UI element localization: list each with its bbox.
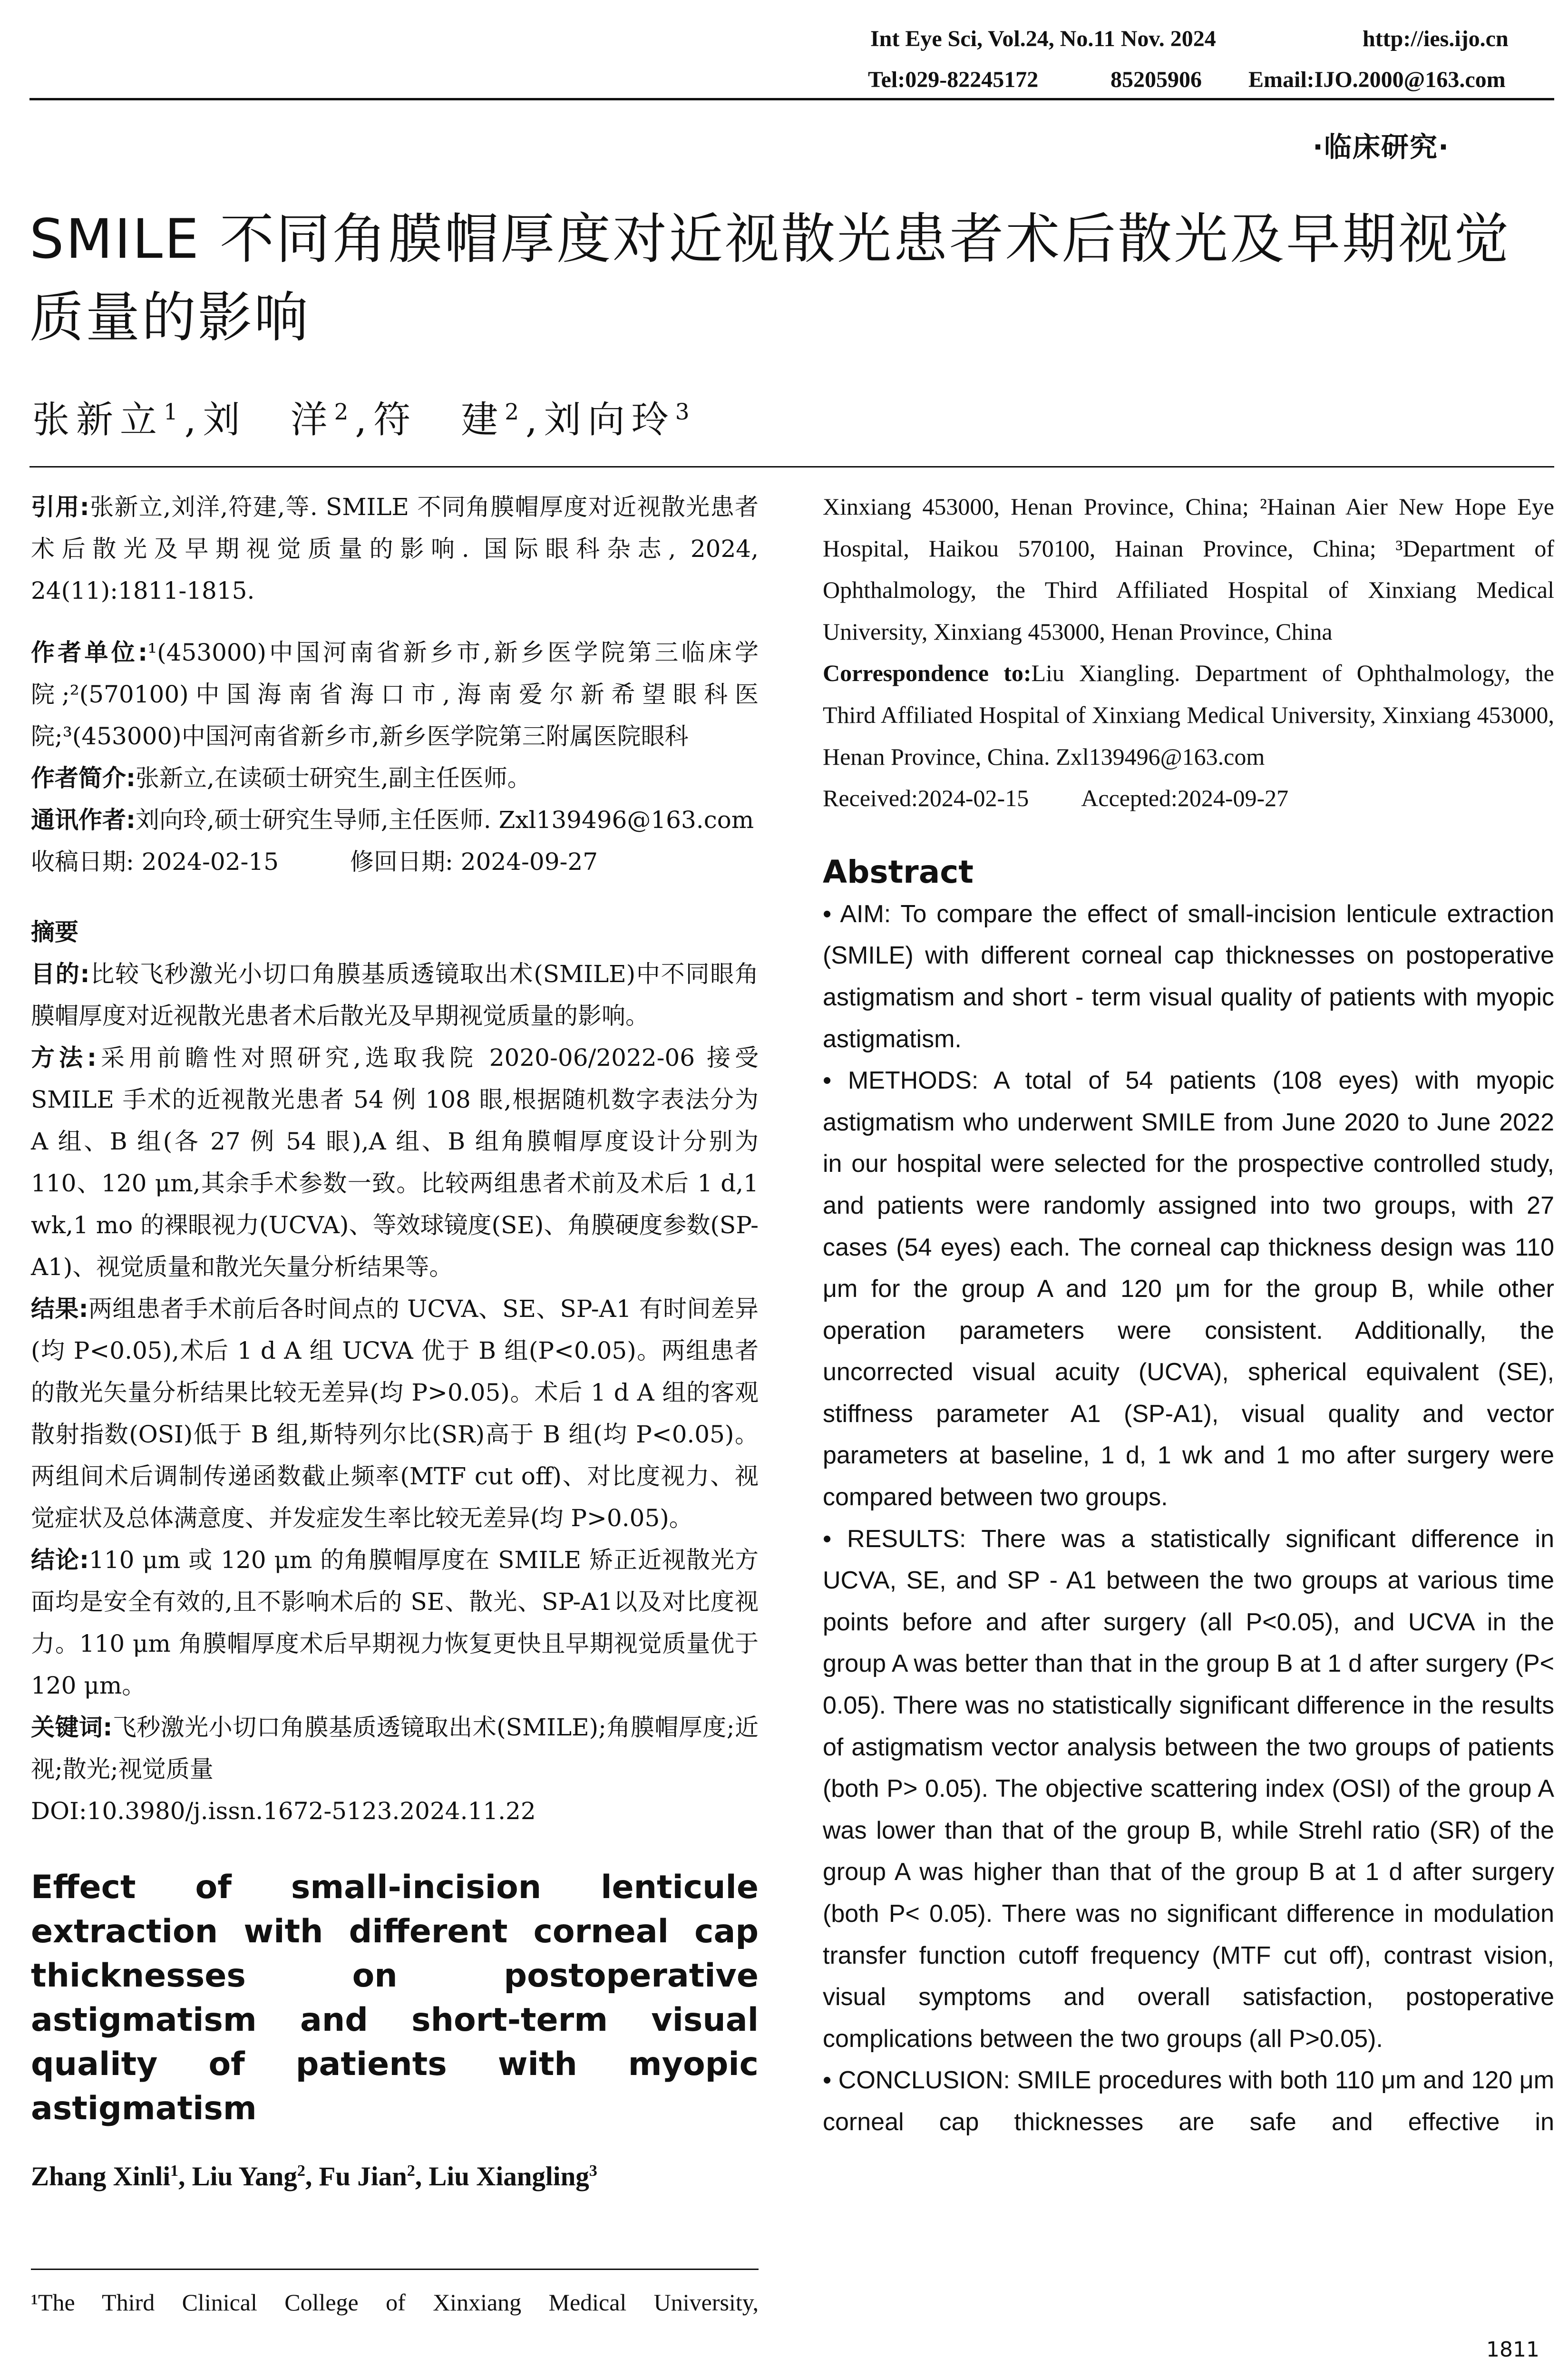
conclusion-text-cn: 110 μm 或 120 μm 的角膜帽厚度在 SMILE 矫正近视散光方面均是安全有效的,且不影响术后的 SE、散光、SP-A1以及对比度视力。110 μm 角膜帽厚度术后早期视力恢复更快且早期视觉质量优于 120 μm。 xyxy=(31,1546,759,1699)
abstract-results-cn xyxy=(31,1288,759,1539)
accepted-en: Accepted:2024-09-27 xyxy=(1081,785,1289,812)
corr-text-cn: 刘向玲,硕士研究生导师,主任医师. Zxl139496@163.com xyxy=(136,806,754,834)
author-en-3: Fu Jian xyxy=(319,2162,407,2192)
received-cn: 收稿日期: 2024-02-15 xyxy=(31,848,279,876)
right-column xyxy=(823,486,1554,2143)
left-column xyxy=(31,486,759,2192)
abstract-methods-en xyxy=(823,1060,1554,1519)
results-text-en: There was a statistically significant difference in UCVA, SE, and SP - A1 between the two groups at various time points before and after surgery (all P<0.05), and UCVA in the group A was better than that in the group B at 1 d after surgery (P< 0.05). There was no statistically significant difference in the results of astigmatism vector analysis between the two groups of patients (both P> 0.05). The objective scattering index (OSI) of the group A was lower than that of the group B, while Strehl ratio (SR) of the group A was higher than that of the group B at 1 d after surgery (both P< 0.05). There was no significant difference in modulation transfer function cutoff frequency (MTF cut off), contrast vision, visual symptoms and overall satisfaction, postoperative complications between the two groups (all P>0.05). xyxy=(823,1525,1554,2053)
author-cn-2: 刘 洋 xyxy=(203,399,334,441)
conclusion-label-en: • CONCLUSION: xyxy=(823,2066,1010,2094)
author-cn-2-sup: 2 xyxy=(334,399,355,425)
header-email[interactable]: Email:IJO.2000@163.com xyxy=(1248,67,1506,92)
header-rule xyxy=(29,98,1554,100)
author-cn-4: 刘向玲 xyxy=(544,399,675,441)
footnote-rule xyxy=(31,2269,759,2270)
header-tel2: 85205906 xyxy=(1110,67,1202,92)
dates-en xyxy=(823,778,1554,819)
aim-text-en: To compare the effect of small-incision lenticule extraction (SMILE) with different corneal cap thicknesses on postoperative astigmatism and short - term visual quality of patients with myopic astigmatism. xyxy=(823,900,1554,1053)
conclusion-label-cn: 结论: xyxy=(31,1546,89,1574)
affiliation-en-continued: Xinxiang 453000, Henan Province, China; ²Hainan Aier New Hope Eye Hospital, Haikou 570100, Hainan Province, China; ³Department of Ophthalmology, the Third Affiliated Hospital of Xinxiang Medical University, Xinxiang 453000, Henan Province, China xyxy=(823,493,1554,645)
abstract-title-cn: 摘要 xyxy=(31,918,78,946)
header-url[interactable]: http://ies.ijo.cn xyxy=(1363,26,1509,51)
header-tel: Tel:029-82245172 xyxy=(868,67,1039,92)
methods-label-en: • METHODS: xyxy=(823,1067,979,1095)
corr-label-en: Correspondence to: xyxy=(823,660,1032,687)
conclusion-text-en: SMILE procedures with both 110 μm and 120 μm corneal cap thicknesses are safe and effective in xyxy=(823,2066,1555,2136)
authors-en: Zhang Xinli$^1$, Liu Yang$^2$, Fu Jian$^2$, Liu Xiangling$^3$ xyxy=(31,2162,597,2192)
citation-text: 张新立,刘洋,符建,等. SMILE 不同角膜帽厚度对近视散光患者术后散光及早期视觉质量的影响. 国际眼科杂志, 2024, 24(11):1811-1815. xyxy=(31,493,759,604)
corresponding-author-cn xyxy=(31,799,759,841)
keywords-cn xyxy=(31,1706,759,1790)
authors-cn: 张新立$^1$,刘 洋$^2$,符 建$^2$,刘向玲$^3$ xyxy=(32,399,696,441)
methods-text-en: A total of 54 patients (108 eyes) with myopic astigmatism who underwent SMILE from June 2020 to June 2022 in our hospital were selected for the prospective controlled study, and patients were randomly assigned into two groups, with 27 cases (54 eyes) each. The corneal cap thickness design was 110 μm for the group A and 120 μm for the group B, while other operation parameters were consistent. Additionally, the uncorrected visual acuity (UCVA), spherical equivalent (SE), stiffness parameter A1 (SP-A1), visual quality and vector parameters at baseline, 1 d, 1 wk and 1 mo after surgery were compared between two groups. xyxy=(823,1067,1554,1511)
author-cn-1: 张新立 xyxy=(32,399,164,441)
keywords-text-cn: 飞秒激光小切口角膜基质透镜取出术(SMILE);角膜帽厚度;近视;散光;视觉质量 xyxy=(31,1714,759,1783)
author-cn-3: 符 建 xyxy=(373,399,505,441)
author-en-1-sup: 1 xyxy=(170,2162,179,2180)
article-title-en: Effect of small-incision lenticule extraction with different corneal cap thicknesses on postoperative astigmatism and short-term visual quality of patients with myopic astigmatism xyxy=(31,1869,759,2127)
author-bio xyxy=(31,757,759,799)
methods-label-cn: 方法: xyxy=(31,1044,97,1072)
author-en-2: Liu Yang xyxy=(192,2162,297,2192)
results-label-cn: 结果: xyxy=(31,1295,88,1323)
received-en: Received:2024-02-15 xyxy=(823,785,1029,812)
keywords-label-cn: 关键词: xyxy=(31,1714,113,1741)
revised-cn: 修回日期: 2024-09-27 xyxy=(350,848,598,876)
results-text-cn: 两组患者手术前后各时间点的 UCVA、SE、SP-A1 有时间差异(均 P<0.05),术后 1 d A 组 UCVA 优于 B 组(P<0.05)。两组患者的散光矢量分析结果比较无差异(均 P>0.05)。术后 1 d A 组的客观散射指数(OSI)低于 B 组,斯特列尔比(SR)高于 B 组(均 P<0.05)。两组间术后调制传递函数截止频率(MTF cut off)、对比度视力、视觉症状及总体满意度、并发症发生率比较无差异(均 P>0.05)。 xyxy=(31,1295,759,1532)
authors-rule xyxy=(29,466,1554,468)
author-en-2-sup: 2 xyxy=(297,2162,305,2180)
affiliation-text: ¹(453000)中国河南省新乡市,新乡医学院第三临床学院;²(570100)中国海南省海口市,海南爱尔新希望眼科医院;³(453000)中国河南省新乡市,新乡医学院第三附属医院眼科 xyxy=(31,639,759,750)
author-en-1: Zhang Xinli xyxy=(31,2162,171,2192)
affiliation-label: 作者单位: xyxy=(31,639,148,666)
aim-text-cn: 比较飞秒激光小切口角膜基质透镜取出术(SMILE)中不同眼角膜帽厚度对近视散光患者术后散光及早期视觉质量的影响。 xyxy=(31,960,759,1030)
bio-label: 作者简介: xyxy=(31,764,136,792)
abstract-conclusion-cn xyxy=(31,1539,759,1706)
page-number: 1811 xyxy=(1486,2338,1539,2362)
abstract-aim-en xyxy=(823,894,1554,1060)
dates-cn xyxy=(31,841,759,883)
methods-text-cn: 采用前瞻性对照研究,选取我院 2020-06/2022-06 接受 SMILE 手术的近视散光患者 54 例 108 眼,根据随机数字表法分为 A 组、B 组(各 27 例 54 眼),A 组、B 组角膜帽厚度设计分别为 110、120 μm,其余手术参数一致。比较两组患者术前及术后 1 d,1 wk,1 mo 的裸眼视力(UCVA)、等效球镜度(SE)、角膜硬度参数(SP-A1)、视觉质量和散光矢量分析结果等。 xyxy=(31,1044,759,1281)
abstract-title-en: Abstract xyxy=(823,853,974,890)
aim-label-cn: 目的: xyxy=(31,960,90,988)
author-en-3-sup: 2 xyxy=(407,2162,415,2180)
author-en-4-sup: 3 xyxy=(589,2162,597,2180)
results-label-en: • RESULTS: xyxy=(823,1525,966,1553)
abstract-results-en xyxy=(823,1519,1554,2060)
corr-label-cn: 通讯作者: xyxy=(31,806,136,834)
author-cn-3-sup: 2 xyxy=(505,399,526,425)
correspondence-en xyxy=(823,653,1554,778)
author-en-4: Liu Xiangling xyxy=(429,2162,589,2192)
aim-label-en: • AIM: xyxy=(823,900,891,928)
citation xyxy=(31,486,759,612)
abstract-conclusion-en xyxy=(823,2060,1554,2143)
section-tag: ·临床研究· xyxy=(1313,131,1450,163)
doi[interactable]: DOI:10.3980/j.issn.1672-5123.2024.11.22 xyxy=(31,1797,536,1825)
abstract-methods-cn xyxy=(31,1037,759,1288)
author-cn-4-sup: 3 xyxy=(675,399,696,425)
bio-text: 张新立,在读硕士研究生,副主任医师。 xyxy=(136,764,531,792)
corr-text-en: Liu Xiangling. Department of Ophthalmology, the Third Affiliated Hospital of Xinxiang Medical University, Xinxiang 453000, Henan Province, China. Zxl139496@163.com xyxy=(823,660,1554,770)
author-cn-1-sup: 1 xyxy=(164,399,185,425)
citation-label: 引用: xyxy=(31,493,89,521)
header-journal: Int Eye Sci, Vol.24, No.11 Nov. 2024 xyxy=(870,26,1216,51)
article-title-cn: SMILE 不同角膜帽厚度对近视散光患者术后散光及早期视觉质量的影响 xyxy=(29,207,1511,349)
affiliation-cn xyxy=(31,632,759,757)
footnote-affiliation: ¹The Third Clinical College of Xinxiang Medical University, xyxy=(31,2289,759,2316)
abstract-aim-cn xyxy=(31,953,759,1037)
